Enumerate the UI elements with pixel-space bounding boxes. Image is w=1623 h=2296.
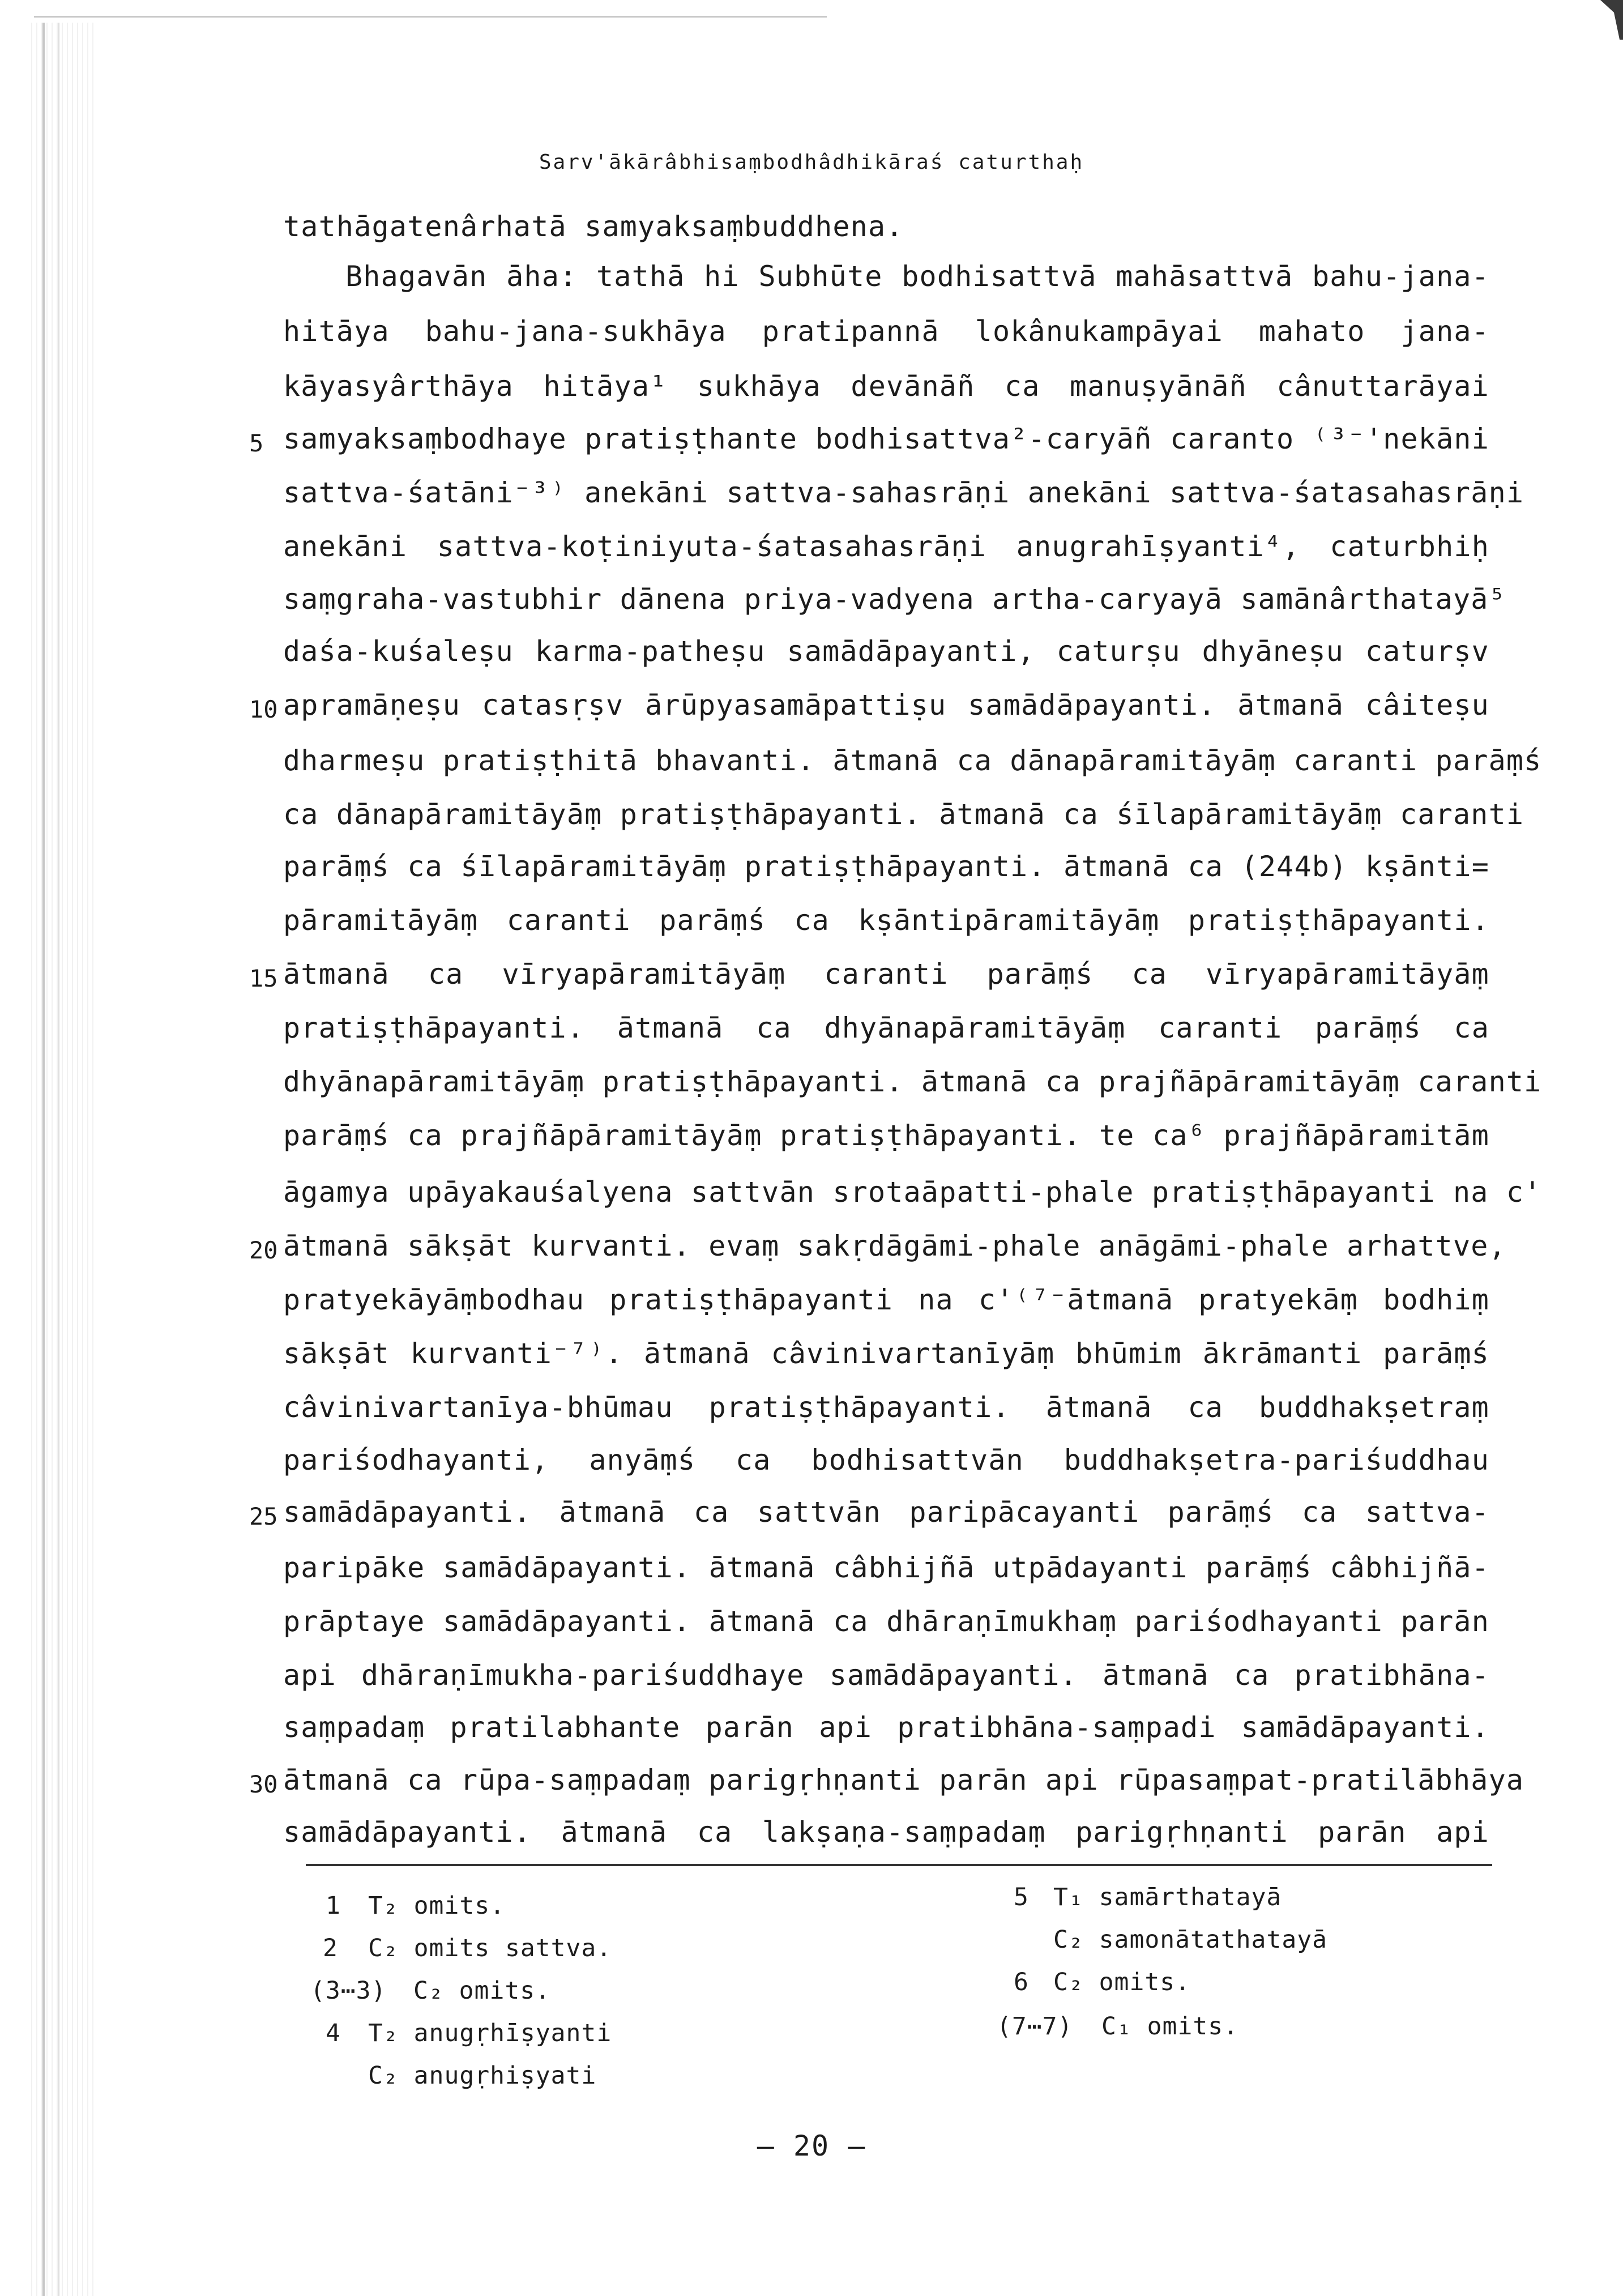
text-line: paripāke samādāpayanti. ātmanā câbhijñā utpādayanti parāṃś câbhijñā- [283,1551,1489,1584]
text-line: ca dānapāramitāyāṃ pratiṣṭhāpayanti. ātmanā ca śīlapāramitāyāṃ caranti [283,798,1524,831]
text-line: ātmanā sākṣāt kurvanti. evaṃ sakṛdāgāmi-phale anāgāmi-phale arhattve, [283,1230,1506,1262]
text-line: pariśodhayanti, anyāṃś ca bodhisattvān buddhakṣetra-pariśuddhau [283,1444,1489,1476]
running-head: Sarv'ākārâbhisaṃbodhâdhikāraś caturthaḥ [539,151,1084,174]
line-number: 30 [249,1770,278,1798]
footnote-number: 6 [1014,1968,1029,1996]
line-number: 15 [249,965,278,992]
footnote-text: C₂ omits. [1053,1968,1190,1996]
footnote-text: C₂ omits sattva. [368,1934,612,1962]
text-line: parāṃś ca śīlapāramitāyāṃ pratiṣṭhāpayanti. ātmanā ca (244b) kṣānti= [283,850,1489,883]
text-line: daśa-kuśaleṣu karma-patheṣu samādāpayanti, caturṣu dhyāneṣu caturṣv [283,635,1489,668]
text-line: sattva-śatāni⁻³⁾ anekāni sattva-sahasrāṇi anekāni sattva-śatasahasrāṇi [283,476,1524,509]
text-line: api dhāraṇīmukha-pariśuddhaye samādāpayanti. ātmanā ca pratibhāna- [283,1659,1489,1692]
line-number: 20 [249,1236,278,1264]
text-line: pratyekāyāṃbodhau pratiṣṭhāpayanti na c'⁽⁷⁻ātmanā pratyekāṃ bodhiṃ [283,1283,1489,1316]
text-line: pratiṣṭhāpayanti. ātmanā ca dhyānapāramitāyāṃ caranti parāṃś ca [283,1012,1489,1044]
scan-edge-artifact [31,23,93,2296]
footnote-text: C₂ omits. [413,1977,550,2005]
line-number: 5 [249,429,264,457]
text-line: āgamya upāyakauśalyena sattvān srotaāpatti-phale pratiṣṭhāpayanti na c' [283,1176,1542,1209]
text-line: ātmanā ca vīryapāramitāyāṃ caranti parāṃś ca vīryapāramitāyāṃ [283,958,1489,991]
text-line: anekāni sattva-koṭiniyuta-śatasahasrāṇi anugrahīṣyanti⁴, caturbhiḥ [283,530,1489,563]
text-line: apramāṇeṣu catasṛṣv ārūpyasamāpattiṣu samādāpayanti. ātmanā câiteṣu [283,689,1489,722]
footnote-number: 1 [326,1892,341,1920]
text-line: sākṣāt kurvanti⁻⁷⁾. ātmanā câvinivartanīyāṃ bhūmim ākrāmanti parāṃś [283,1337,1489,1370]
footnote-number: (7⋯7) [997,2012,1073,2041]
scan-top-edge [34,16,827,18]
text-line: dhyānapāramitāyāṃ pratiṣṭhāpayanti. ātmanā ca prajñāpāramitāyāṃ caranti [283,1065,1542,1098]
text-line: saṃgraha-vastubhir dānena priya-vadyena artha-caryayā samānârthatayā⁵ [283,583,1506,616]
footnote-text: C₂ anugṛhiṣyati [368,2062,597,2090]
scan-corner-mark [1597,0,1623,40]
footnote-text: C₂ samonātathatayā [1053,1926,1327,1954]
text-line: saṃpadaṃ pratilabhante parān api pratibhāna-saṃpadi samādāpayanti. [283,1711,1489,1744]
text-line: samyaksaṃbodhaye pratiṣṭhante bodhisattva²-caryāñ caranto ⁽³⁻'nekāni [283,423,1489,455]
footnote-text: T₂ anugṛhīṣyanti [368,2019,612,2047]
text-line: prāptaye samādāpayanti. ātmanā ca dhāraṇīmukhaṃ pariśodhayanti parān [283,1605,1489,1638]
text-line: hitāya bahu-jana-sukhāya pratipannā lokânukampāyai mahato jana- [283,315,1489,348]
footnote-text: T₁ samārthatayā [1053,1883,1282,1911]
line-number: 10 [249,695,278,723]
text-line: parāṃś ca prajñāpāramitāyāṃ pratiṣṭhāpayanti. te ca⁶ prajñāpāramitām [283,1119,1489,1152]
footnote-number: 4 [326,2019,341,2047]
text-line: câvinivartanīya-bhūmau pratiṣṭhāpayanti. ātmanā ca buddhakṣetraṃ [283,1391,1489,1424]
text-line: pāramitāyāṃ caranti parāṃś ca kṣāntipāramitāyāṃ pratiṣṭhāpayanti. [283,904,1489,937]
text-line: tathāgatenârhatā samyaksaṃbuddhena. [283,210,904,243]
footnote-text: C₁ omits. [1101,2012,1238,2041]
text-line: kāyasyârthāya hitāya¹ sukhāya devānāñ ca manuṣyānāñ cânuttarāyai [283,370,1489,403]
text-line: ātmanā ca rūpa-saṃpadaṃ parigṛhṇanti parān api rūpasaṃpat-pratilābhāya [283,1764,1524,1796]
footnote-number: (3⋯3) [310,1977,387,2005]
line-number: 25 [249,1503,278,1530]
text-line: samādāpayanti. ātmanā ca lakṣaṇa-saṃpadaṃ parigṛhṇanti parān api [283,1816,1489,1849]
footnote-number: 2 [323,1934,338,1962]
text-line: Bhagavān āha: tathā hi Subhūte bodhisattvā mahāsattvā bahu-jana- [345,260,1489,293]
footnote-divider [306,1864,1492,1866]
footnote-text: T₂ omits. [368,1892,505,1920]
text-line: dharmeṣu pratiṣṭhitā bhavanti. ātmanā ca dānapāramitāyāṃ caranti parāṃś [283,744,1542,777]
footnote-number: 5 [1014,1883,1029,1911]
text-line: samādāpayanti. ātmanā ca sattvān paripācayanti parāṃś ca sattva- [283,1496,1489,1529]
page-number: — 20 — [757,2129,866,2162]
